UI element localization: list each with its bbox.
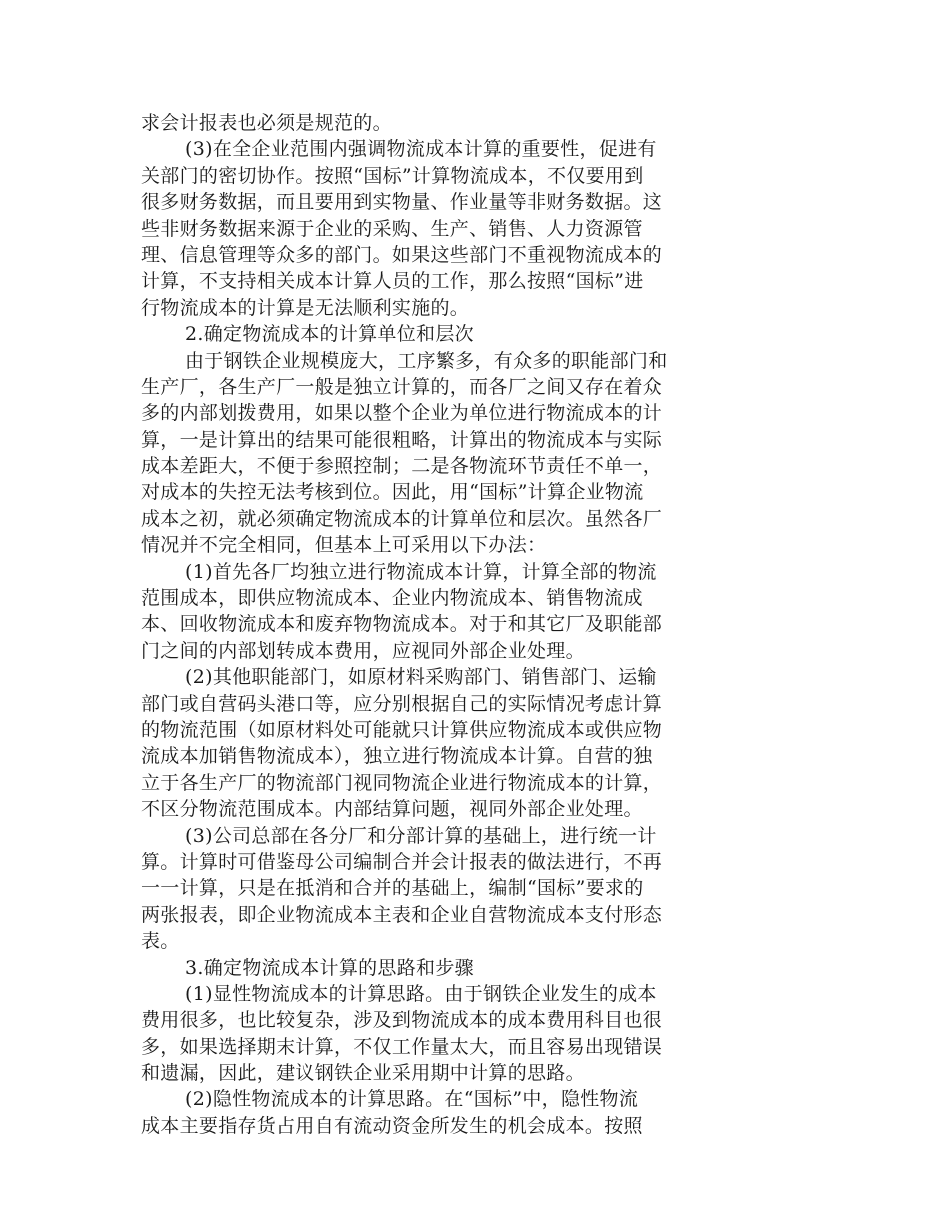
text-line: 的物流范围（如原材料处可能就只计算供应物流成本或供应物 [141,718,663,741]
text-line: (3)公司总部在各分厂和分部计算的基础上，进行统一计 [185,824,657,847]
text-line: 算。计算时可借鉴母公司编制合并会计报表的做法进行，不再 [141,850,663,873]
text-line: (1)首先各厂均独立进行物流成本计算，计算全部的物流 [185,560,657,583]
text-line: (3)在全企业范围内强调物流成本计算的重要性，促进有 [185,138,657,161]
text-line: 两张报表，即企业物流成本主表和企业自营物流成本支付形态 [141,903,663,926]
text-line: (2)其他职能部门，如原材料采购部门、销售部门、运输 [185,666,657,689]
text-line: 2.确定物流成本的计算单位和层次 [185,323,474,346]
text-line: 很多财务数据，而且要用到实物量、作业量等非财务数据。这 [141,191,663,214]
text-line: 范围成本，即供应物流成本、企业内物流成本、销售物流成 [141,587,643,610]
text-line: 成本主要指存货占用自有流动资金所发生的机会成本。按照 [141,1114,643,1137]
text-line: 关部门的密切协作。按照“国标”计算物流成本，不仅要用到 [141,164,644,187]
text-line: 表。 [141,930,180,953]
text-line: 理、信息管理等众多的部门。如果这些部门不重视物流成本的 [141,243,663,266]
document-body [141,110,726,1139]
text-line: 流成本加销售物流成本），独立进行物流成本计算。自营的独 [141,745,653,768]
text-line: 情况并不完全相同，但基本上可采用以下办法： [141,534,547,557]
text-line: 求会计报表也必须是规范的。 [141,112,392,134]
text-line: 对成本的失控无法考核到位。因此，用“国标”计算企业物流 [141,481,644,504]
text-line: (1)显性物流成本的计算思路。由于钢铁企业发生的成本 [185,982,657,1005]
text-line: 多的内部划拨费用，如果以整个企业为单位进行物流成本的计 [141,402,663,425]
text-line: 计算，不支持相关成本计算人员的工作，那么按照“国标”进 [141,270,644,293]
text-line: 算，一是计算出的结果可能很粗略，计算出的物流成本与实际 [141,428,663,451]
text-line: 部门或自营码头港口等，应分别根据自己的实际情况考虑计算 [141,692,663,715]
text-line: 多，如果选择期末计算，不仅工作量太大，而且容易出现错误 [141,1035,663,1058]
text-line: 立于各生产厂的物流部门视同物流企业进行物流成本的计算， [141,771,663,794]
text-line: 由于钢铁企业规模庞大，工序繁多，有众多的职能部门和 [185,349,668,372]
text-line: 和遗漏，因此，建议钢铁企业采用期中计算的思路。 [141,1062,585,1085]
text-line: 成本之初，就必须确定物流成本的计算单位和层次。虽然各厂 [141,507,663,530]
text-line: 费用很多，也比较复杂，涉及到物流成本的成本费用科目也很 [141,1009,663,1032]
text-line: 生产厂，各生产厂一般是独立计算的，而各厂之间又存在着众 [141,375,663,398]
text-line: 一一计算，只是在抵消和合并的基础上，编制“国标”要求的 [141,877,644,900]
text-line: 不区分物流范围成本。内部结算问题，视同外部企业处理。 [141,798,643,821]
text-line: 行物流成本的计算是无法顺利实施的。 [141,296,470,319]
text-line: 成本差距大，不便于参照控制；二是各物流环节责任不单一， [141,455,663,478]
text-line: 门之间的内部划转成本费用，应视同外部企业处理。 [141,639,585,662]
text-line: 3.确定物流成本计算的思路和步骤 [185,956,474,979]
text-line: 本、回收物流成本和废弃物物流成本。对于和其它厂及职能部 [141,613,663,636]
text-line: 些非财务数据来源于企业的采购、生产、销售、人力资源管 [141,217,643,240]
text-line: (2)隐性物流成本的计算思路。在“国标”中，隐性物流 [185,1088,639,1111]
